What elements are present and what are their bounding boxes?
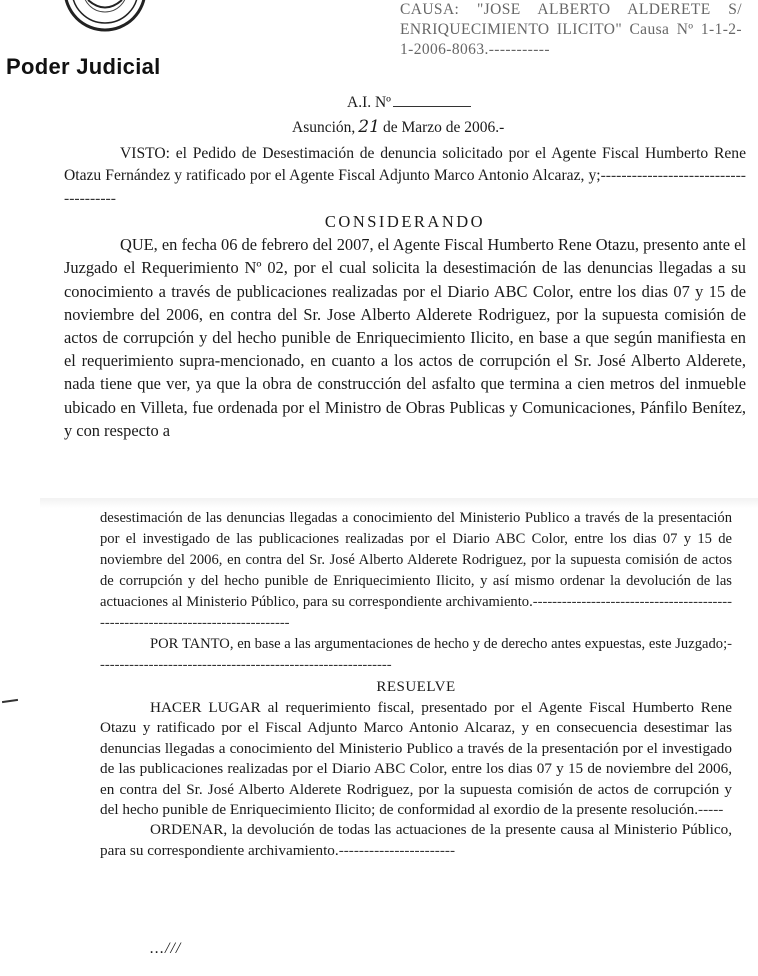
institution-name: Poder Judicial: [6, 54, 161, 79]
ai-number: [347, 94, 471, 112]
ai-label: A.I. Nº: [347, 94, 391, 111]
resuelve-heading: RESUELVE: [376, 679, 456, 695]
judicial-seal-icon: [60, 0, 150, 40]
date-line: [292, 117, 504, 137]
date-suffix: de Marzo de 2006.-: [382, 119, 505, 136]
bottom-section: [100, 508, 732, 861]
visto-paragraph: VISTO: el Pedido de Desestimación de denuncia solicitado por el Agente Fiscal Humberto Rene Otazu Fernández y ratificado por el Agente Fiscal Adjunto Marco Antonio Alcaraz, y;--------------------------------------: [64, 145, 746, 207]
por-tanto-paragraph: POR TANTO, en base a las argumentaciones de hecho y de derecho antes expuestas, este Juzgado;-------------------------------------------------------------: [100, 636, 732, 673]
top-section: [64, 143, 746, 442]
page-splice-divider: [40, 498, 758, 508]
considerando-paragraph: QUE, en fecha 06 de febrero del 2007, el Agente Fiscal Humberto Rene Otazu, presento ante el Juzgado el Requerimiento Nº 02, por el cual solicita la desestimación de las denuncias llegadas a su conocimiento a través de publicaciones realizadas por el Diario ABC Color, entre los dias 07 y 15 de noviembre del 2006, en contra del Sr. Jose Alberto Alderete Rodriguez, por la supuesta comisión de actos de corrupción y del hecho punible de Enriquecimiento Ilicito, en base a que según manifiesta en el requerimiento supra-mencionado, en cuanto a los actos de corrupción el Sr. José Alberto Alderete, nada tiene que ver, ya que la obra de construcción del asfalto que termina a cien metros del inmueble ubicado en Villeta, fue ordenada por el Ministro de Obras Publicas y Comunicaciones, Pánfilo Benítez, y con respecto a: [64, 235, 746, 440]
resuelve-paragraph-1: HACER LUGAR al requerimiento fiscal, presentado por el Agente Fiscal Humberto Rene Otazu y ratificado por el Fiscal Adjunto Marco Antonio Alcaraz, y en consecuencia desestimar las denuncias llegadas a conocimiento del Ministerio Publico a través de la presentación por el investigado de las publicaciones realizadas por el Diario ABC Color, entre los dias 07 y 15 de noviembre del 2006, en contra del Sr. José Alberto Alderete Rodriguez, por la supuesta comisión de actos de corrupción y del hecho punible de Enriquecimiento Ilicito; de conformidad al exordio de la presente resolución.-----: [100, 699, 732, 819]
case-reference: CAUSA: "JOSE ALBERTO ALDERETE S/ ENRIQUECIMIENTO ILICITO" Causa Nº 1-1-2-1-2006-8063.-----------: [400, 1, 742, 58]
continuation-mark: ...///: [150, 940, 182, 957]
resuelve-paragraph-2: ORDENAR, la devolución de todas las actuaciones de la presente causa al Ministerio Público, para su correspondiente archivamiento.-----------------------: [100, 821, 732, 859]
date-prefix: Asunción,: [292, 119, 356, 136]
ai-number-blank: [393, 94, 471, 107]
considerando-heading: CONSIDERANDO: [324, 211, 486, 231]
date-day: 21: [358, 117, 380, 137]
continuation-paragraph: desestimación de las denuncias llegadas a conocimiento del Ministerio Publico a través de la presentación por el investigado de las publicaciones realizadas por el Diario ABC Color, entre los dias 07 y 15 de noviembre del 2006, en contra del Sr. José Alberto Alderete Rodriguez, por la supuesta comisión de actos de corrupción y del hecho punible de Enriquecimiento Ilicito, y así mismo ordenar la devolución de las actuaciones al Ministerio Público, para su correspondiente archivamiento.--------------------------------------------------------------------------------: [100, 510, 732, 631]
margin-mark: [2, 699, 18, 703]
